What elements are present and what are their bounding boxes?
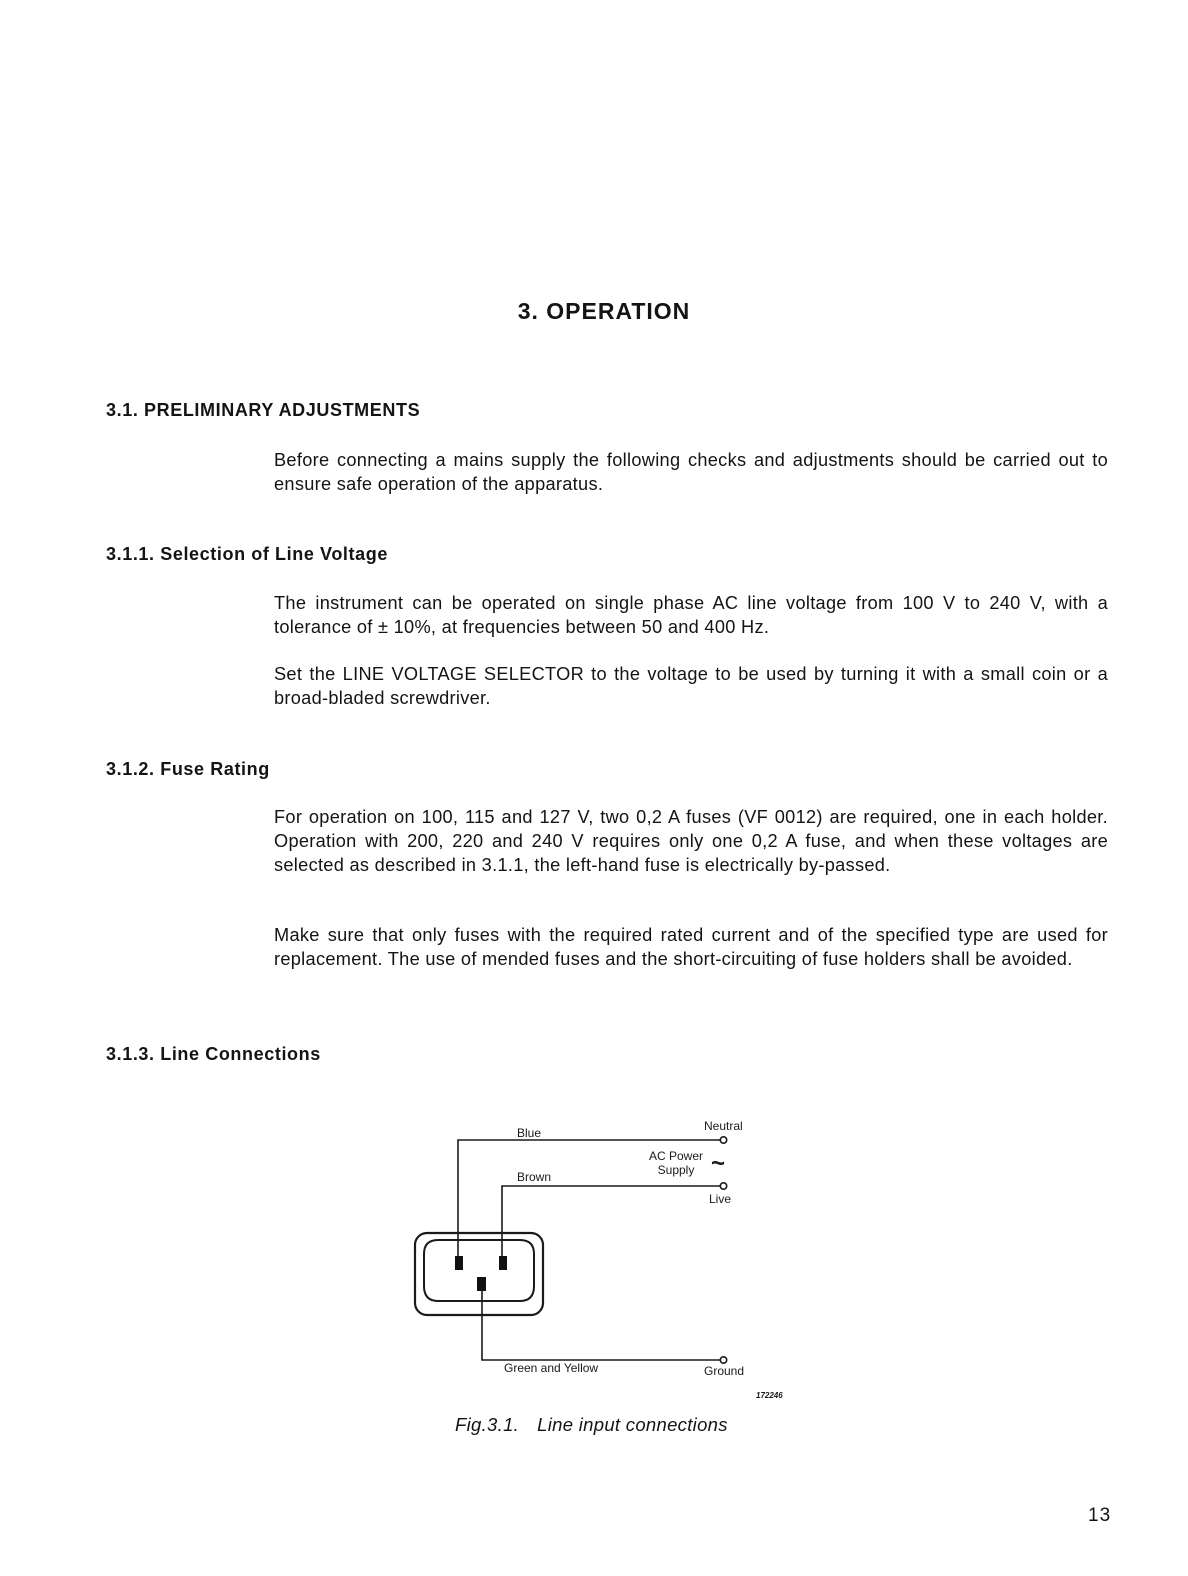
label-live: Live [709,1192,732,1206]
live-terminal [720,1183,726,1189]
connector-pin-neutral [455,1256,463,1270]
connector-inner-outline [424,1240,534,1301]
ground-terminal [720,1357,726,1363]
connector-outer-outline [415,1233,543,1315]
section-heading-preliminary-adjustments: 3.1. PRELIMINARY ADJUSTMENTS [106,400,421,420]
paragraph-preliminary-adjustments: Before connecting a mains supply the following checks and adjustments should be carried out to ensure safe operation of the apparatus. [274,450,1108,494]
page-number: 13 [1088,1505,1112,1526]
connector-pin-live [499,1256,507,1270]
label-brown: Brown [517,1170,552,1184]
drawing-number: 172246 [756,1391,783,1400]
paragraph-line-voltage-range: The instrument can be operated on single phase AC line voltage from 100 V to 240 V, with a tolerance of ± 10%, at frequencies between 50 and 400 Hz. [274,593,1108,637]
label-green-yellow: Green and Yellow [504,1361,599,1375]
paragraph-fuse-replacement: Make sure that only fuses with the required rated current and of the specified type are used for replacement. The use of mended fuses and the short-circuiting of fuse holders shall be avoided. [274,925,1108,969]
section-heading-line-voltage: 3.1.1. Selection of Line Voltage [106,544,388,564]
connector-pin-ground [477,1277,486,1291]
label-supply: Supply [657,1163,695,1177]
figure-caption [455,1414,728,1436]
section-heading-fuse-rating: 3.1.2. Fuse Rating [106,759,270,779]
neutral-terminal [720,1137,726,1143]
label-ground: Ground [704,1364,745,1378]
paragraph-voltage-selector: Set the LINE VOLTAGE SELECTOR to the voltage to be used by turning it with a small coin or a broad-bladed screwdriver. [274,664,1108,708]
chapter-title: 3. OPERATION [517,298,691,324]
figure-caption-number: Fig.3.1. [455,1414,520,1435]
paragraph-fuse-requirements: For operation on 100, 115 and 127 V, two 0,2 A fuses (VF 0012) are required, one in each holder. Operation with 200, 220 and 240 V requires only one 0,2 A fuse, and when these voltages are selected as described in 3.1.1, the left-hand fuse is electrically by-passed. [274,807,1108,875]
label-ac-power: AC Power [648,1149,704,1163]
label-blue: Blue [517,1126,542,1140]
ac-symbol-icon: ~ [710,1150,726,1177]
figure-caption-text: Line input connections [537,1414,728,1435]
green-yellow-wire [482,1285,720,1360]
label-neutral: Neutral [704,1119,743,1133]
section-heading-line-connections: 3.1.3. Line Connections [106,1044,321,1064]
